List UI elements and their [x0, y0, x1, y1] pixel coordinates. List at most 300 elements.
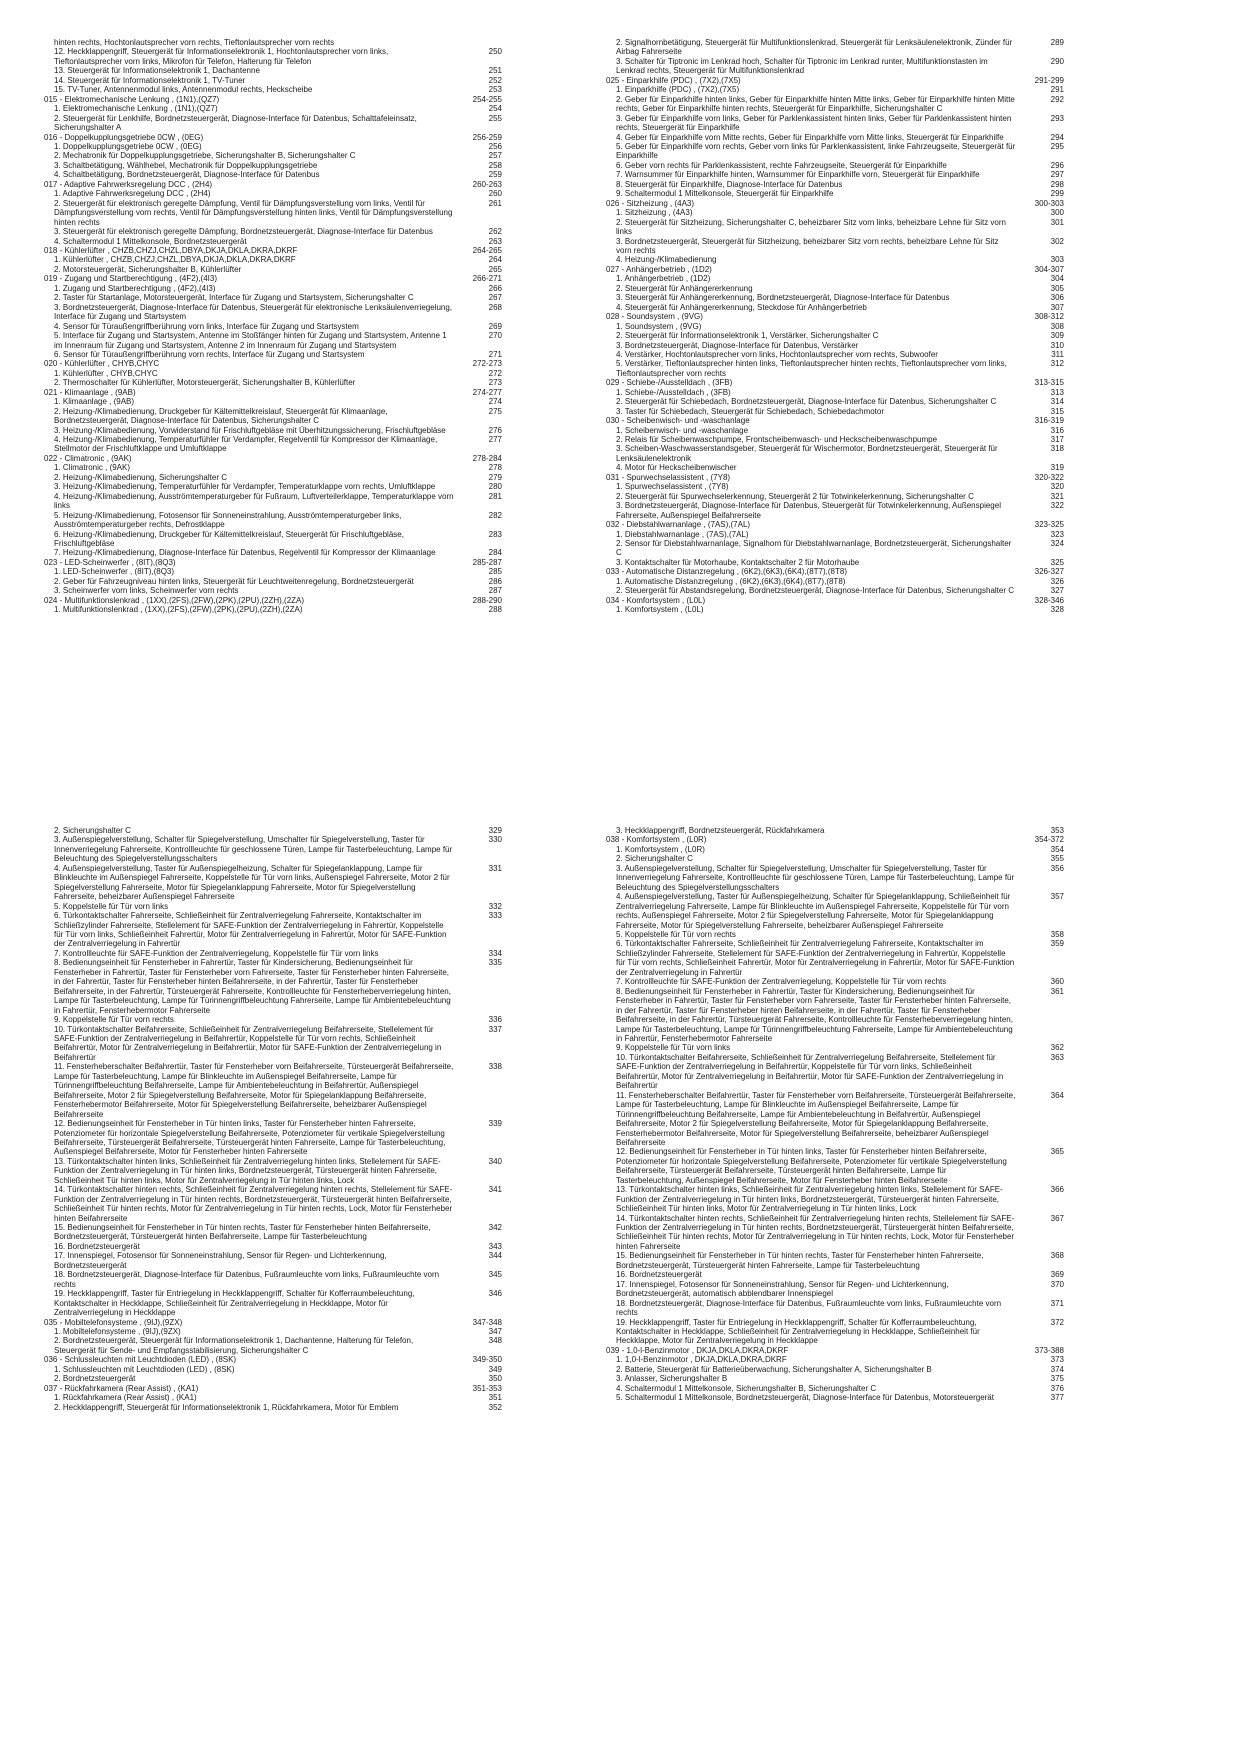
entry-text: 11. Fensterheberschalter Beifahrertür, Taster für Fensterheber vorn Beifahrerseite, Türsteuergerät Beifahrerseite, Lampe für Tasterbeleuchtung, Lampe für Blinkleuchte im Außenspiegel Beifahrerseite, Lampe für Türinnengriffbeleuchtung Beifahrerseite, Lampe für Ambientebeleuchtung in Beifahrertür, Außenspiegel Beifahrerseite, Motor 2 für Spiegelverstellung Beifahrerseite, Motor für Spiegelanklappung Beifahrerseite, Fensterhebermotor Beifahrerseite, Motor für Spiegelverstellung Beifahrerseite, beheizbarer Außenspiegel Beifahrerseite	[616, 1090, 1016, 1147]
index-entry	[606, 596, 1064, 605]
index-entry	[606, 1251, 1064, 1270]
index-entry	[44, 1365, 502, 1374]
entry-text: 3. Bordnetzsteuergerät, Diagnose-Interface für Datenbus, Verstärker	[616, 340, 859, 350]
entry-text: 6. Türkontaktschalter Fahrerseite, Schließeinheit für Zentralverriegelung Fahrerseite, Kontaktschalter im Schließzylinder Fahrerseite, Stellelement für SAFE-Funktion der Zentralverriegelung in Fahrertür, Koppelstelle für Tür vorn links, Schließeinheit Fahrertür, Motor für Zentralverriegelung in Fahrertür, Motor für SAFE-Funktion der Zentralverriegelung in Fahrertür	[54, 911, 447, 949]
entry-text: 6. Türkontaktschalter Fahrerseite, Schließeinheit für Zentralverriegelung Fahrerseite, Kontaktschalter im Schließzylinder Fahrerseite, Stellelement für SAFE-Funktion der Zentralverriegelung in Fahrertür, Koppelstelle für Tür vorn rechts, Schließeinheit Fahrertür, Motor für Zentralverriegelung in Fahrertür, Motor für SAFE-Funktion der Zentralverriegelung in Fahrertür	[616, 939, 1015, 977]
index-entry	[606, 1374, 1064, 1383]
index-entry	[606, 331, 1064, 340]
index-entry	[606, 255, 1064, 264]
index-entry	[606, 237, 1064, 256]
entry-page-number: 362	[1050, 1043, 1064, 1053]
index-entry	[606, 38, 1064, 57]
index-entry	[606, 835, 1064, 844]
index-entry	[606, 845, 1064, 854]
entry-page-number: 333	[488, 911, 502, 921]
entry-page-number: 291	[1050, 85, 1064, 95]
index-entry	[606, 161, 1064, 170]
index-entry	[44, 322, 502, 331]
entry-text: 9. Schaltermodul 1 Mittelkonsole, Steuergerät für Einparkhilfe	[616, 189, 834, 199]
index-entry	[44, 350, 502, 359]
entry-text: 3. Steuergerät für elektronisch geregelte Dämpfung, Bordnetzsteuergerät, Diagnose-Interface für Datenbus	[54, 227, 433, 237]
entry-text: 13. Steuergerät für Informationselektronik 1, Dachantenne	[54, 66, 260, 76]
index-entry	[606, 492, 1064, 501]
entry-page-number: 370	[1050, 1279, 1064, 1289]
entry-text: 3. Heizung-/Klimabedienung, Temperaturfühler für Verdampfer, Temperaturklappe vorn rechts, Umluftklappe	[54, 482, 436, 492]
entry-page-number: 347	[488, 1327, 502, 1337]
entry-page-number: 369	[1050, 1270, 1064, 1280]
entry-page-number: 290	[1050, 56, 1064, 66]
entry-page-number: 287	[488, 586, 502, 596]
entry-page-number: 291-299	[1034, 75, 1064, 85]
entry-text: 017 - Adaptive Fahrwerksregelung DCC , (2H4)	[44, 179, 213, 189]
index-entry	[606, 350, 1064, 359]
index-entry	[44, 902, 502, 911]
entry-page-number: 264-265	[472, 245, 502, 255]
index-entry	[606, 189, 1064, 198]
entry-text: 9. Koppelstelle für Tür vorn rechts	[54, 1015, 174, 1025]
index-entry	[606, 378, 1064, 387]
index-entry	[606, 1091, 1064, 1148]
entry-text: 021 - Klimaanlage , (9AB)	[44, 387, 136, 397]
entry-text: 2. Heizung-/Klimabedienung, Druckgeber für Kältemittelkreislauf, Steuergerät für Klimaanlage, Bordnetzsteuergerät, Diagnose-Interface für Datenbus, Sicherungshalter C	[54, 406, 388, 426]
index-entry	[44, 66, 502, 75]
entry-text: 3. Anlasser, Sicherungshalter B	[616, 1374, 728, 1384]
entry-text: 16. Bordnetzsteuergerät	[616, 1270, 702, 1280]
entry-text: 3. Scheiben-Waschwasserstandsgeber, Steuergerät für Wischermotor, Bordnetzsteuergerät, Steuergerät für Lenksäulenelektronik	[616, 444, 998, 463]
entry-page-number: 254	[488, 104, 502, 114]
entry-page-number: 272	[488, 368, 502, 378]
index-entry	[44, 1403, 502, 1412]
index-entry	[44, 369, 502, 378]
entry-text: 2. Heckklappengriff, Steuergerät für Informationselektronik 1, Rückfahrkamera, Motor für Emblem	[54, 1402, 399, 1412]
entry-page-number: 352	[488, 1402, 502, 1412]
index-entry	[606, 605, 1064, 614]
entry-page-number: 265	[488, 264, 502, 274]
entry-text: 1. Komfortsystem , (L0R)	[616, 844, 705, 854]
entry-page-number: 339	[488, 1119, 502, 1129]
entry-text: 2. Bordnetzsteuergerät	[54, 1374, 136, 1384]
index-entry	[44, 180, 502, 189]
entry-text: 015 - Elektromechanische Lenkung , (1N1),(QZ7)	[44, 94, 220, 104]
entry-page-number: 278-284	[472, 453, 502, 463]
entry-text: 3. Außenspiegelverstellung, Schalter für Spiegelverstellung, Umschalter für Spiegelverstellung, Taster für Innenverriegelung Fahrerseite, Kontrollleuchte für geschlossene Türen, Lampe für Tasterbeleuchtung, Lampe für Beleuchtung des Spiegelverstellungsschalters	[616, 863, 1015, 892]
entry-text: 020 - Kühlerlüfter , CHYB,CHYC	[44, 359, 160, 369]
index-entry	[606, 577, 1064, 586]
entry-page-number: 316	[1050, 425, 1064, 435]
entry-text: 2. Steuergerät für Sitzheizung, Sicherungshalter C, beheizbarer Sitz vorn links, beheizbare Lehne für Sitz vorn links	[616, 217, 1006, 237]
entry-page-number: 354-372	[1034, 835, 1064, 845]
index-entry	[606, 1299, 1064, 1318]
entry-text: 2. Steuergerät für Informationselektronik 1, Verstärker, Sicherungshalter C	[616, 331, 879, 341]
entry-text: 2. Signalhornbetätigung, Steuergerät für Multifunktionslenkrad, Steuergerät für Lenksäulenelektronik, Zünder für Airbag Fahrerseite	[616, 38, 1013, 57]
index-entry	[44, 151, 502, 160]
entry-text: 1. Schlussleuchten mit Leuchtdioden (LED) , (8SK)	[54, 1364, 235, 1374]
entry-page-number: 274	[488, 397, 502, 407]
entry-page-number: 342	[488, 1223, 502, 1233]
entry-text: 3. Heckklappengriff, Bordnetzsteuergerät, Rückfahrkamera	[616, 826, 825, 835]
entry-text: 4. Schaltermodul 1 Mittelkonsole, Bordnetzsteuergerät	[54, 236, 247, 246]
index-entry	[44, 958, 502, 1015]
entry-text: 5. Geber für Einparkhilfe vorn rechts, Geber vorn links für Parklenkassistent, linke Fahrzeugseite, Steuergerät für Einparkhilfe	[616, 141, 1016, 161]
entry-page-number: 260	[488, 189, 502, 199]
entry-text: 5. Interface für Zugang und Startsystem, Antenne im Stoßfänger hinten für Zugang und Startsystem, Antenne 1 im Innenraum für Zugang und Startsystem, Antenne 2 im Innenraum für Zugang und Startsystem	[54, 331, 447, 350]
entry-text: 5. Verstärker, Tieftonlautsprecher hinten links, Tieftonlautsprecher hinten rechts, Tieftonlautsprecher vorn links, Tieftonlautsprecher vorn rechts	[616, 359, 1007, 378]
index-entry	[606, 864, 1064, 892]
index-entry	[606, 854, 1064, 863]
entry-page-number: 304	[1050, 274, 1064, 284]
entry-page-number: 304-307	[1034, 264, 1064, 274]
entry-text: 1. Diebstahlwarnanlage , (7AS),(7AL)	[616, 529, 749, 539]
index-entry	[606, 501, 1064, 520]
entry-page-number: 347-348	[472, 1317, 502, 1327]
entry-text: 2. Steuergerät für Spurwechselerkennung, Steuergerät 2 für Totwinkelerkennung, Sicherungshalter C	[616, 491, 974, 501]
entry-page-number: 316-319	[1034, 416, 1064, 426]
entry-text: 14. Steuergerät für Informationselektronik 1, TV-Tuner	[54, 75, 246, 85]
entry-text: 4. Verstärker, Hochtonlautsprecher vorn links, Hochtonlautsprecher vorn rechts, Subwoofer	[616, 349, 938, 359]
entry-page-number: 360	[1050, 977, 1064, 987]
entry-text: 6. Sensor für Türaußengriffberührung vorn rechts, Interface für Zugang und Startsystem	[54, 349, 365, 359]
index-entry	[44, 864, 502, 902]
entry-page-number: 361	[1050, 986, 1064, 996]
index-entry	[606, 426, 1064, 435]
index-entry	[606, 407, 1064, 416]
entry-text: 7. Warnsummer für Einparkhilfe hinten, Warnsummer für Einparkhilfe vorn, Steuergerät für Einparkhilfe	[616, 170, 980, 180]
entry-page-number: 322	[1050, 501, 1064, 511]
entry-page-number: 288	[488, 605, 502, 615]
entry-text: 2. Bordnetzsteuergerät, Steuergerät für Informationselektronik 1, Dachantenne, Halterung für Telefon, Steuergerät für Sende- und Empfangsstabilisierung, Sicherungshalter C	[54, 1336, 414, 1355]
entry-page-number: 284	[488, 548, 502, 558]
index-entry	[606, 1365, 1064, 1374]
entry-page-number: 353	[1050, 826, 1064, 835]
entry-page-number: 318	[1050, 444, 1064, 454]
index-entry	[606, 397, 1064, 406]
index-entry	[44, 1318, 502, 1327]
entry-page-number: 328-346	[1034, 595, 1064, 605]
entry-text: 4. Schaltbetätigung, Bordnetzsteuergerät, Diagnose-Interface für Datenbus	[54, 170, 320, 180]
entry-page-number: 321	[1050, 491, 1064, 501]
index-entry	[606, 435, 1064, 444]
index-entry	[44, 303, 502, 322]
index-entry	[606, 530, 1064, 539]
index-entry	[44, 407, 502, 426]
index-entry	[44, 454, 502, 463]
entry-page-number: 345	[488, 1270, 502, 1280]
entry-text: 2. Steuergerät für Lenkhilfe, Bordnetzsteuergerät, Diagnose-Interface für Datenbus, Schalttafeleinsatz, Sicherungshalter A	[54, 113, 417, 133]
index-entry	[44, 189, 502, 198]
index-entry	[606, 473, 1064, 482]
index-entry	[44, 1119, 502, 1157]
entry-page-number: 315	[1050, 406, 1064, 416]
entry-page-number: 366	[1050, 1185, 1064, 1195]
entry-page-number: 272-273	[472, 359, 502, 369]
entry-text: 4. Heizung-/Klimabedienung	[616, 255, 717, 265]
entry-page-number: 266-271	[472, 274, 502, 284]
entry-text: 13. Türkontaktschalter hinten links, Schließeinheit für Zentralverriegelung hinten links, Stellelement für SAFE-Funktion der Zentralverriegelung in Tür hinten links, Bordnetzsteuergerät, Türsteuergerät hinten Fahrerseite, Schließeinheit Tür hinten links, Motor für Zentralverriegelung in Tür hinten links, Lock	[54, 1156, 441, 1185]
entry-page-number: 253	[488, 85, 502, 95]
entry-text: 5. Koppelstelle für Tür vorn rechts	[616, 929, 736, 939]
entry-text: 4. Außenspiegelverstellung, Taster für Außenspiegelheizung, Schalter für Spiegelanklappung, Schließeinheit für Zentralverriegelung Fahrerseite, Lampe für Blinkleuchte im Außenspiegel Fahrerseite, Koppelstelle für Tür vorn rechts, Außenspiegel Fahrerseite, Motor 2 für Spiegelverstellung Fahrerseite, Motor für Spiegelanklappung Fahrerseite, Motor für Spiegelverstellung Fahrerseite, beheizbarer Außenspiegel Fahrerseite	[616, 892, 1011, 930]
entry-text: 024 - Multifunktionslenkrad , (1XX),(2FS),(2FW),(2PK),(2PU),(2ZH),(2ZA)	[44, 595, 305, 605]
index-entry	[606, 482, 1064, 491]
entry-page-number: 268	[488, 302, 502, 312]
entry-page-number: 278	[488, 463, 502, 473]
entry-text: 4. Motor für Heckscheibenwischer	[616, 463, 737, 473]
entry-text: 19. Heckklappengriff, Taster für Entriegelung in Heckklappengriff, Schalter für Kofferraumbeleuchtung, Kontaktschalter in Heckklappe, Schließeinheit für Zentralverriegelung in Heckklappe, Motor für Zentralverriegelung in Heckklappe	[54, 1289, 415, 1318]
index-entry	[44, 170, 502, 179]
entry-page-number: 285-287	[472, 557, 502, 567]
index-entry	[606, 303, 1064, 312]
entry-text: 4. Heizung-/Klimabedienung, Temperaturfühler für Verdampfer, Regelventil für Kompressor der Klimaanlage, Stellmotor der Frischluftklappe und Umluftklappe	[54, 435, 438, 454]
index-entry	[44, 1062, 502, 1119]
index-entry	[44, 274, 502, 283]
entry-text: 2. Sicherungshalter C	[616, 854, 693, 864]
entry-text: 018 - Kühlerlüfter , CHZB,CHZJ,CHZL,DBYA,DKJA,DKLA,DKRA,DKRF	[44, 245, 298, 255]
entry-page-number: 289	[1050, 38, 1064, 47]
index-entry	[606, 1393, 1064, 1402]
entry-page-number: 310	[1050, 340, 1064, 350]
entry-page-number: 329	[488, 826, 502, 835]
entry-page-number: 281	[488, 491, 502, 501]
index-entry	[44, 1223, 502, 1242]
index-entry	[606, 1053, 1064, 1091]
entry-text: 17. Innenspiegel, Fotosensor für Sonneneinstrahlung, Sensor für Regen- und Lichterkennung, Bordnetzsteuergerät	[54, 1251, 387, 1270]
entry-page-number: 252	[488, 75, 502, 85]
entry-page-number: 326	[1050, 576, 1064, 586]
entry-text: 3. Heizung-/Klimabedienung, Vorwiderstand für Frischluftgebläse mit Überhitzungssicherung, Frischluftgebläse	[54, 425, 446, 435]
index-entry	[44, 596, 502, 605]
entry-text: 4. Außenspiegelverstellung, Taster für Außenspiegelheizung, Schalter für Spiegelanklappung, Lampe für Blinkleuchte im Außenspiegel Fahrerseite, Koppelstelle für Tür vorn links, Außenspiegel Fahrerseite, Motor 2 für Spiegelverstellung Fahrerseite, Motor für Spiegelanklappung Fahrerseite, Motor für Spiegelverstellung Fahrerseite, beheizbarer Außenspiegel Fahrerseite	[54, 863, 450, 902]
index-entry	[44, 284, 502, 293]
index-entry	[44, 1157, 502, 1185]
entry-page-number: 358	[1050, 929, 1064, 939]
entry-text: 9. Koppelstelle für Tür vorn links	[616, 1043, 731, 1053]
entry-page-number: 364	[1050, 1090, 1064, 1100]
entry-text: 1. Soundsystem , (9VG)	[616, 321, 702, 331]
index-entry	[606, 444, 1064, 463]
index-entry	[44, 76, 502, 85]
entry-text: 18. Bordnetzsteuergerät, Diagnose-Interface für Datenbus, Fußraumleuchte vorn links, Fußraumleuchte vorn rechts	[54, 1270, 440, 1289]
entry-text: 022 - Climatronic , (9AK)	[44, 453, 132, 463]
entry-page-number: 306	[1050, 293, 1064, 303]
entry-text: 17. Innenspiegel, Fotosensor für Sonneneinstrahlung, Sensor für Regen- und Lichterkennung, Bordnetzsteuergerät, automatisch abblendbarer Innenspiegel	[616, 1279, 949, 1299]
entry-text: 1. Climatronic , (9AK)	[54, 463, 131, 473]
entry-text: 028 - Soundsystem , (9VG)	[606, 312, 703, 322]
entry-text: 038 - Komfortsystem , (L0R)	[606, 835, 707, 845]
entry-page-number: 256	[488, 141, 502, 151]
entry-page-number: 286	[488, 576, 502, 586]
entry-page-number: 325	[1050, 557, 1064, 567]
entry-page-number: 297	[1050, 170, 1064, 180]
index-entry	[44, 388, 502, 397]
entry-text: 1. Anhängerbetrieb , (1D2)	[616, 274, 711, 284]
index-entry	[44, 1025, 502, 1063]
entry-text: 3. Bordnetzsteuergerät, Diagnose-Interface für Datenbus, Steuergerät für elektronische Lenksäulenverriegelung, Interface für Zugang und Startsystem	[54, 302, 453, 322]
entry-page-number: 365	[1050, 1147, 1064, 1157]
entry-text: 031 - Spurwechselassistent , (7Y8)	[606, 472, 731, 482]
entry-text: 16. Bordnetzsteuergerät	[54, 1241, 140, 1251]
entry-text: 2. Geber für Einparkhilfe hinten links, Geber für Einparkhilfe hinten Mitte links, Geber für Einparkhilfe hinten Mitte rechts, Geber für Einparkhilfe hinten rechts, Steuergerät für Einparkhilfe, Sicherungshalter C	[616, 94, 1015, 114]
index-entry	[44, 567, 502, 576]
entry-text: 1. Kühlerlüfter , CHZB,CHZJ,CHZL,DBYA,DKJA,DKLA,DKRA,DKRF	[54, 255, 296, 265]
index-column-bottom-left	[44, 826, 502, 1412]
entry-page-number: 279	[488, 472, 502, 482]
entry-page-number: 354	[1050, 844, 1064, 854]
entry-text: 10. Türkontaktschalter Beifahrerseite, Schließeinheit für Zentralverriegelung Beifahrerseite, Stellelement für SAFE-Funktion der Zentralverriegelung in Beifahrertür, Koppelstelle für Tür vorn rechts, Schließeinheit Beifahrertür, Motor für Zentralverriegelung in Beifahrertür, Motor für SAFE-Funktion der Zentralverriegelung in Beifahrertür	[54, 1024, 442, 1062]
index-entry	[44, 1327, 502, 1336]
entry-page-number: 343	[488, 1241, 502, 1251]
index-entry	[44, 1185, 502, 1223]
entry-page-number: 283	[488, 529, 502, 539]
entry-text: 3. Außenspiegelverstellung, Schalter für Spiegelverstellung, Umschalter für Spiegelverstellung, Taster für Innenverriegelung Fahrerseite, Kontrollleuchte für geschlossene Türen, Lampe für Tasterbeleuchtung, Lampe für Beleuchtung des Spiegelverstellungsschalters	[54, 835, 453, 864]
index-entry	[44, 949, 502, 958]
index-entry	[44, 397, 502, 406]
entry-page-number: 332	[488, 901, 502, 911]
index-entry	[44, 104, 502, 113]
entry-page-number: 346	[488, 1289, 502, 1299]
entry-page-number: 298	[1050, 179, 1064, 189]
entry-text: 1. Automatische Distanzregelung , (6K2),(6K3),(6K4),(8T7),(8T8)	[616, 576, 846, 586]
entry-text: 5. Schaltermodul 1 Mittelkonsole, Bordnetzsteuergerät, Diagnose-Interface für Datenbus, Motorsteuergerät	[616, 1393, 994, 1403]
index-entry	[44, 911, 502, 949]
index-entry	[606, 892, 1064, 930]
entry-page-number: 327	[1050, 586, 1064, 596]
entry-text: 15. Bedienungseinheit für Fensterheber in Tür hinten rechts, Taster für Fensterheber hinten Beifahrerseite, Bordnetzsteuergerät, Türsteuergerät hinten Beifahrerseite, Lampe für Tasterbeleuchtung	[54, 1223, 431, 1242]
entry-text: 2. Steuergerät für elektronisch geregelte Dämpfung, Ventil für Dämpfungsverstellung vorn links, Ventil für Dämpfungsverstellung vorn rechts, Ventil für Dämpfungsverstellung hinten links, Ventil für Dämpfungsverstellung hinten rechts	[54, 198, 453, 227]
entry-text: 1. Multifunktionslenkrad , (1XX),(2FS),(2FW),(2PK),(2PU),(2ZH),(2ZA)	[54, 605, 303, 615]
entry-page-number: 263	[488, 236, 502, 246]
index-entry	[606, 284, 1064, 293]
entry-text: 3. Taster für Schiebedach, Steuergerät für Schiebedach, Schiebedachmotor	[616, 406, 885, 416]
index-entry	[44, 482, 502, 491]
entry-text: 2. Motorsteuergerät, Sicherungshalter B, Kühlerlüfter	[54, 264, 242, 274]
entry-page-number: 300-303	[1034, 198, 1064, 208]
index-entry	[606, 939, 1064, 977]
entry-page-number: 331	[488, 863, 502, 873]
entry-text: 13. Türkontaktschalter hinten links, Schließeinheit für Zentralverriegelung hinten links, Stellelement für SAFE-Funktion der Zentralverriegelung in Tür hinten links, Bordnetzsteuergerät, Türsteuergerät hinten Fahrerseite, Schließeinheit Tür hinten links, Motor für Zentralverriegelung in Tür hinten links, Lock	[616, 1185, 1003, 1214]
entry-page-number: 372	[1050, 1317, 1064, 1327]
entry-text: 6. Heizung-/Klimabedienung, Druckgeber für Kältemittelkreislauf, Steuergerät für Frischluftgebläse, Frischluftgebläse	[54, 529, 404, 549]
index-entry	[44, 246, 502, 255]
entry-page-number: 359	[1050, 939, 1064, 949]
entry-text: 2. Steuergerät für Anhängererkennung	[616, 283, 753, 293]
entry-text: 2. Steuergerät für Abstandsregelung, Bordnetzsteuergerät, Diagnose-Interface für Datenbus, Sicherungshalter C	[616, 586, 1015, 596]
entry-page-number: 309	[1050, 331, 1064, 341]
entry-page-number: 294	[1050, 132, 1064, 142]
entry-text: 035 - Mobiltelefonsysteme , (9IJ),(9ZX)	[44, 1317, 183, 1327]
entry-page-number: 305	[1050, 283, 1064, 293]
entry-page-number: 259	[488, 170, 502, 180]
entry-page-number: 288-290	[472, 595, 502, 605]
entry-text: 1. Klimaanlage , (9AB)	[54, 397, 135, 407]
entry-text: 5. Heizung-/Klimabedienung, Fotosensor für Sonneneinstrahlung, Ausströmtemperaturgeber links, Ausströmtemperaturgeber rechts, Defrostklappe	[54, 510, 402, 530]
entry-text: 037 - Rückfahrkamera (Rear Assist) , (KA1)	[44, 1383, 199, 1393]
index-column-top-left	[44, 38, 502, 615]
entry-text: 2. Batterie, Steuergerät für Batterieüberwachung, Sicherungshalter A, Sicherungshalter B	[616, 1364, 932, 1374]
entry-page-number: 299	[1050, 189, 1064, 199]
index-entry	[44, 586, 502, 595]
entry-text: 18. Bordnetzsteuergerät, Diagnose-Interface für Datenbus, Fußraumleuchte vorn links, Fußraumleuchte vorn rechts	[616, 1298, 1002, 1318]
entry-page-number: 338	[488, 1062, 502, 1072]
entry-text: 14. Türkontaktschalter hinten rechts, Schließeinheit für Zentralverriegelung hinten rechts, Stellelement für SAFE-Funktion der Zentralverriegelung in Tür hinten rechts, Bordnetzsteuergerät, Türsteuergerät hinten Beifahrerseite, Schließeinheit Tür hinten rechts, Motor für Zentralverriegelung in Tür hinten rechts, Lock, Motor für Fensterheber hinten Fahrerseite	[616, 1213, 1015, 1251]
entry-text: 029 - Schiebe-/Ausstelldach , (3FB)	[606, 378, 733, 388]
index-entry	[44, 492, 502, 511]
index-entry	[44, 530, 502, 549]
entry-page-number: 251	[488, 66, 502, 76]
index-entry	[44, 265, 502, 274]
index-entry	[44, 331, 502, 350]
entry-page-number: 266	[488, 283, 502, 293]
index-entry	[606, 416, 1064, 425]
entry-page-number: 351-353	[472, 1383, 502, 1393]
entry-page-number: 363	[1050, 1052, 1064, 1062]
entry-text: 10. Türkontaktschalter Beifahrerseite, Schließeinheit für Zentralverriegelung Beifahrerseite, Stellelement für SAFE-Funktion der Zentralverriegelung in Beifahrertür, Koppelstelle für Tür vorn links, Schließeinheit Beifahrertür, Motor für Zentralverriegelung in Beifahrertür, Motor für SAFE-Funktion der Zentralverriegelung in Beifahrertür	[616, 1052, 1004, 1091]
entry-page-number: 320	[1050, 482, 1064, 492]
index-entry	[606, 1280, 1064, 1299]
entry-text: 4. Geber für Einparkhilfe vorn Mitte rechts, Geber für Einparkhilfe vorn Mitte links, Steuergerät für Einparkhilfe	[616, 132, 1004, 142]
entry-page-number: 261	[488, 198, 502, 208]
index-entry	[606, 114, 1064, 133]
index-entry	[606, 170, 1064, 179]
index-entry	[606, 1147, 1064, 1185]
entry-text: 2. Taster für Startanlage, Motorsteuergerät, Interface für Zugang und Startsystem, Sicherungshalter C	[54, 293, 414, 303]
entry-page-number: 301	[1050, 217, 1064, 227]
index-entry	[606, 341, 1064, 350]
entry-text: 2. Mechatronik für Doppelkupplungsgetriebe, Sicherungshalter B, Sicherungshalter C	[54, 151, 356, 161]
entry-text: 033 - Automatische Distanzregelung , (6K2),(6K3),(6K4),(8T7),(8T8)	[606, 567, 847, 577]
entry-text: 4. Steuergerät für Anhängererkennung, Steckdose für Anhängerbetrieb	[616, 302, 867, 312]
entry-page-number: 307	[1050, 302, 1064, 312]
entry-page-number: 341	[488, 1185, 502, 1195]
index-entry	[606, 359, 1064, 378]
index-entry	[44, 463, 502, 472]
entry-page-number: 336	[488, 1015, 502, 1025]
index-entry	[44, 1242, 502, 1251]
entry-page-number: 275	[488, 406, 502, 416]
index-entry	[606, 558, 1064, 567]
entry-text: 15. Bedienungseinheit für Fensterheber in Tür hinten rechts, Taster für Fensterheber hinten Fahrerseite, Bordnetzsteuergerät, Türsteuergerät hinten Fahrerseite, Lampe für Tasterbeleuchtung	[616, 1251, 984, 1270]
entry-page-number: 340	[488, 1156, 502, 1166]
index-entry	[606, 1185, 1064, 1213]
entry-text: 5. Koppelstelle für Tür vorn links	[54, 901, 169, 911]
index-entry	[44, 1355, 502, 1364]
entry-page-number: 335	[488, 958, 502, 968]
entry-text: 1. Elektromechanische Lenkung , (1N1),(QZ7)	[54, 104, 218, 114]
entry-page-number: 274-277	[472, 387, 502, 397]
entry-text: 1. Kühlerlüfter , CHYB,CHYC	[54, 368, 158, 378]
entry-page-number: 308-312	[1034, 312, 1064, 322]
entry-text: 8. Bedienungseinheit für Fensterheber in Fahrertür, Taster für Kindersicherung, Bedienungseinheit für Fensterheber in Fahrertür, Taster für Fensterheber vorn Fahrerseite, Taster für Fensterheber hinten Fahrerseite, in der Fahrertür, Taster für Fensterheber hinten Beifahrerseite, in der Fahrertür, Taster für Fensterheber Beifahrerseite, in der Fahrertür, Türsteuergerät Fahrerseite, Kontrollleuchte für Fensterheberverriegelung hinten, Lampe für Tasterbeleuchtung, Lampe für Türinnengriffbeleuchtung Fahrerseite, Lampe für Ambientebeleuchtung in Fahrertür, Fensterhebermotor Fahrerseite	[54, 958, 451, 1015]
entry-text: 025 - Einparkhilfe (PDC) , (7X2),(7X5)	[606, 75, 741, 85]
entry-text: hinten rechts, Hochtonlautsprecher vorn rechts, Tieftonlautsprecher vorn rechts	[54, 38, 335, 47]
index-entry	[44, 255, 502, 264]
entry-text: 026 - Sitzheizung , (4A3)	[606, 198, 695, 208]
entry-text: 3. Kontaktschalter für Motorhaube, Kontaktschalter 2 für Motorhaube	[616, 557, 860, 567]
index-entry	[606, 987, 1064, 1044]
entry-text: 3. Bordnetzsteuergerät, Steuergerät für Sitzheizung, beheizbarer Sitz vorn rechts, beheizbare Lehne für Sitz vorn rechts	[616, 236, 999, 255]
index-entry	[44, 1270, 502, 1289]
entry-page-number: 295	[1050, 141, 1064, 151]
index-entry	[44, 1251, 502, 1270]
index-entry	[606, 1355, 1064, 1364]
entry-page-number: 349-350	[472, 1355, 502, 1365]
index-entry	[606, 388, 1064, 397]
entry-page-number: 313-315	[1034, 378, 1064, 388]
index-entry	[44, 826, 502, 835]
index-entry	[606, 586, 1064, 595]
index-entry	[44, 38, 502, 47]
entry-text: 1. Schiebe-/Ausstelldach , (3FB)	[616, 387, 731, 397]
entry-text: 15. TV-Tuner, Antennenmodul links, Antennenmodul rechts, Heckscheibe	[54, 85, 313, 95]
